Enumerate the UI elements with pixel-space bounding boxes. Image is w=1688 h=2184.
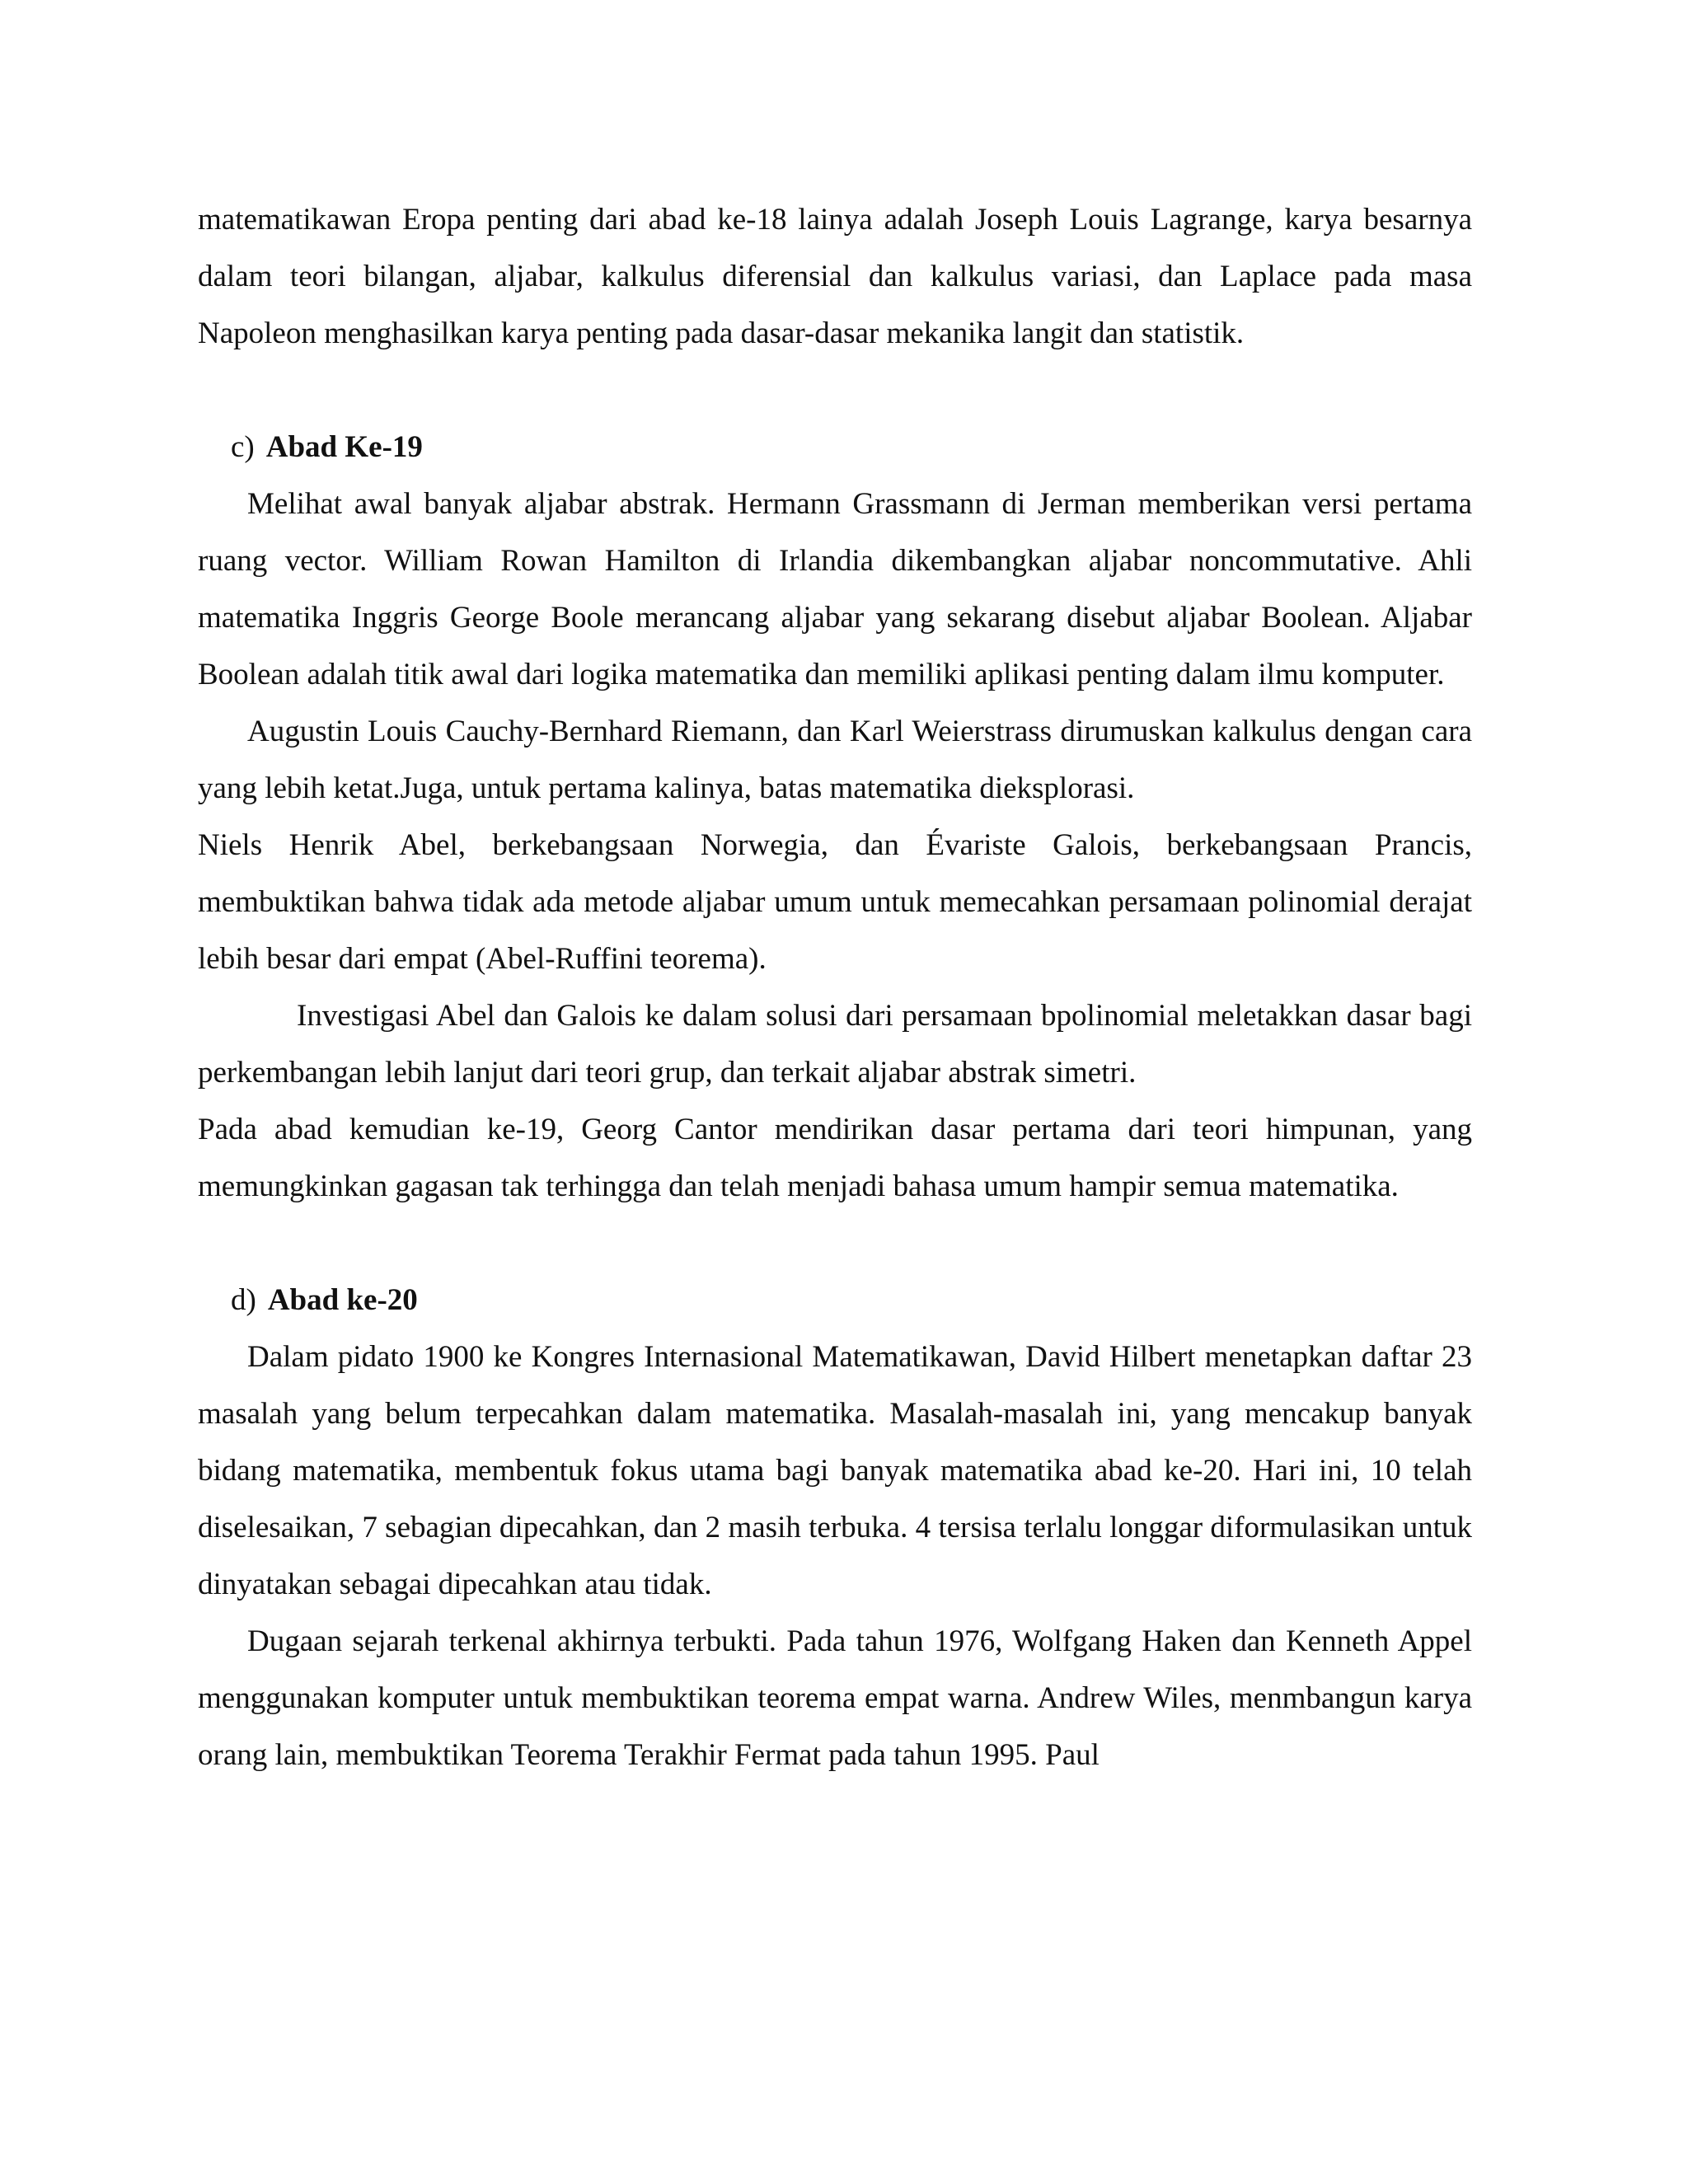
section-heading-abad-ke-20 — [198, 1272, 1472, 1329]
section-marker: d) — [231, 1283, 256, 1317]
paragraph-hilbert: Dalam pidato 1900 ke Kongres Internasional Matematikawan, David Hilbert menetapkan daftar 23 masalah yang belum terpecahkan dalam matematika. Masalah-masalah ini, yang mencakup banyak bidang matematika, membentuk fokus utama bagi banyak matematika abad ke-20. Hari ini, 10 telah diselesaikan, 7 sebagian dipecahkan, dan 2 masih terbuka. 4 tersisa terlalu longgar diformulasikan untuk dinyatakan sebagai dipecahkan atau tidak. — [198, 1340, 1472, 1601]
paragraph-abel-galois: Niels Henrik Abel, berkebangsaan Norwegia, dan Évariste Galois, berkebangsaan Prancis, membuktikan bahwa tidak ada metode aljabar umum untuk memecahkan persamaan polinomial derajat lebih besar dari empat (Abel-Ruffini teorema). — [198, 828, 1472, 976]
paragraph-kalkulus-ketat: Augustin Louis Cauchy-Bernhard Riemann, dan Karl Weierstrass dirumuskan kalkulus dengan cara yang lebih ketat.Juga, untuk pertama kalinya, batas matematika dieksplorasi. — [198, 715, 1472, 805]
paragraph-aljabar-abstrak: Melihat awal banyak aljabar abstrak. Hermann Grassmann di Jerman memberikan versi pertama ruang vector. William Rowan Hamilton di Irlandia dikembangkan aljabar noncommutative. Ahli matematika Inggris George Boole merancang aljabar yang sekarang disebut aljabar Boolean. Aljabar Boolean adalah titik awal dari logika matematika dan memiliki aplikasi penting dalam ilmu komputer. — [198, 487, 1472, 691]
intro-paragraph: matematikawan Eropa penting dari abad ke-18 lainya adalah Joseph Louis Lagrange, karya besarnya dalam teori bilangan, aljabar, kalkulus diferensial dan kalkulus variasi, dan Laplace pada masa Napoleon menghasilkan karya penting pada dasar-dasar mekanika langit dan statistik. — [198, 203, 1472, 350]
paragraph-dugaan-sejarah: Dugaan sejarah terkenal akhirnya terbukti. Pada tahun 1976, Wolfgang Haken dan Kenneth Appel menggunakan komputer untuk membuktikan teorema empat warna. Andrew Wiles, menmbangun karya orang lain, membuktikan Teorema Terakhir Fermat pada tahun 1995. Paul — [198, 1624, 1472, 1772]
section-title: Abad ke-20 — [267, 1283, 418, 1317]
paragraph-cantor: Pada abad kemudian ke-19, Georg Cantor mendirikan dasar pertama dari teori himpunan, yang memungkinkan gagasan tak terhingga dan telah menjadi bahasa umum hampir semua matematika. — [198, 1113, 1472, 1203]
paragraph-teori-grup: Investigasi Abel dan Galois ke dalam solusi dari persamaan bpolinomial meletakkan dasar bagi perkembangan lebih lanjut dari teori grup, dan terkait aljabar abstrak simetri. — [198, 999, 1472, 1090]
section-marker: c) — [231, 430, 255, 464]
section-heading-abad-ke-19 — [198, 419, 1472, 476]
page-content — [198, 191, 1472, 1783]
section-title: Abad Ke-19 — [265, 430, 423, 464]
